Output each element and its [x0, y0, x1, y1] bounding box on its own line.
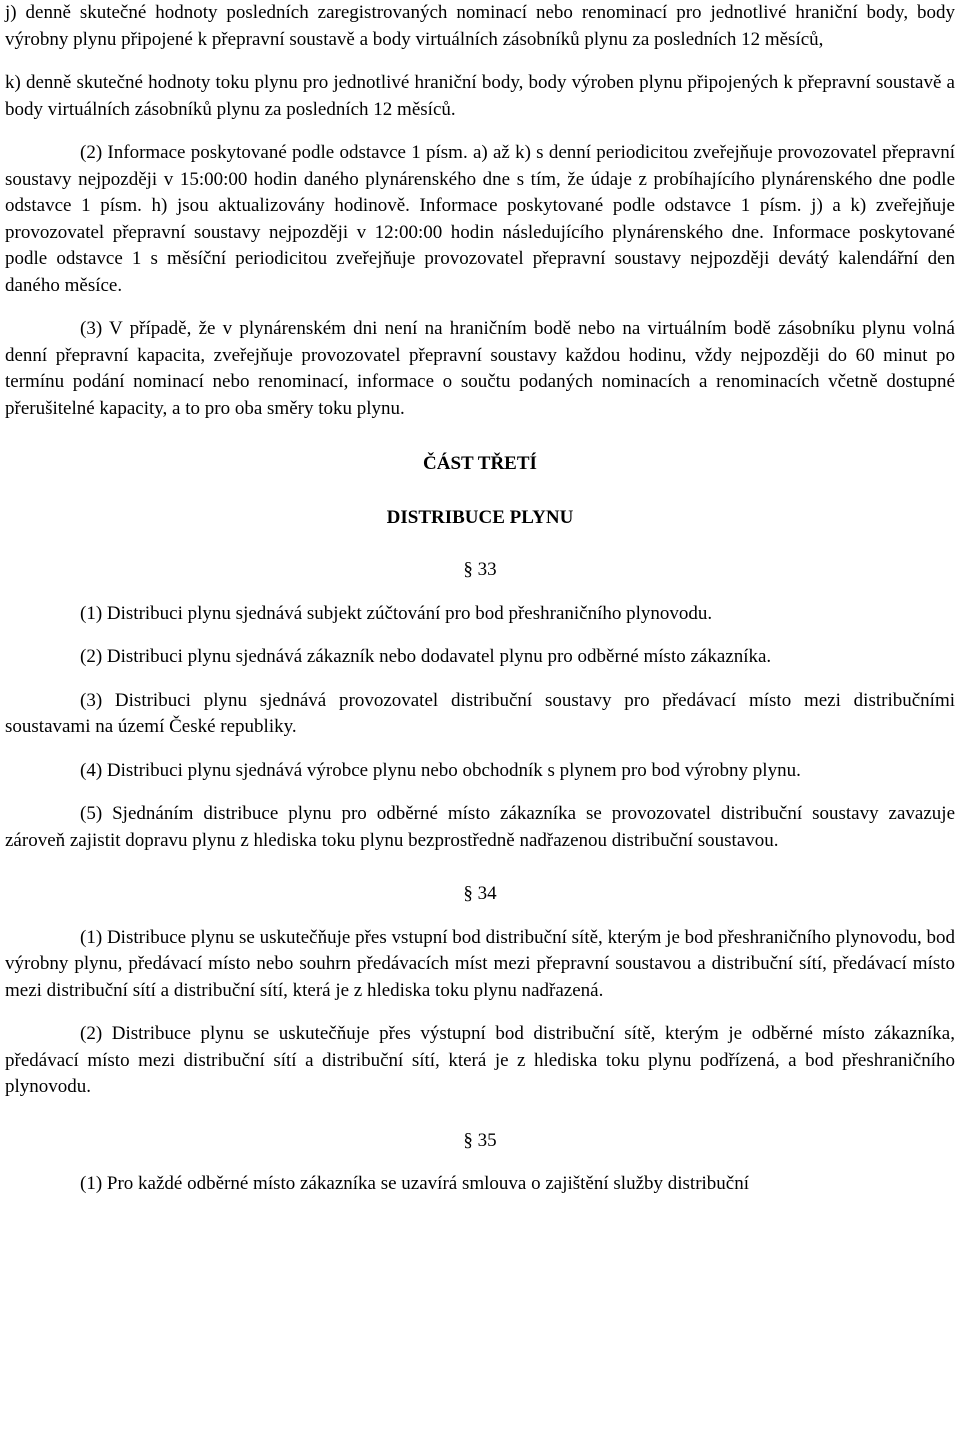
- part-title: ČÁST TŘETÍ: [423, 453, 537, 474]
- section-35-heading: § 35: [463, 1129, 497, 1151]
- paragraph-2: (2) Informace poskytované podle odstavce 1 písm. a) až k) s denní periodicitou zveřejňuje provozovatel přepravní soustavy nejpozději v 15:00:00 hodin daného plynárenského dne s tím, že údaje z probíhajícího plynárenského dne podle odstavce 1 písm. h) jsou aktualizovány hodinově. Informace poskytované podle odstavce 1 písm. j) a k) zveřejňuje provozovatel přepravní soustavy nejpozději v 12:00:00 hodin následujícího plynárenského dne. Informace poskytované podle odstavce 1 s měsíční periodicitou zveřejňuje provozovatel přepravní soustavy nejpozději devátý kalendářní den daného měsíce.: [5, 142, 955, 296]
- section-34-paragraph-2: (2) Distribuce plynu se uskutečňuje přes výstupní bod distribuční sítě, kterým je odběrné místo zákazníka, předávací místo mezi distribuční sítí a distribuční sítí, která je z hlediska toku plynu podřízená, a bod přeshraničního plynovodu.: [5, 1023, 955, 1097]
- section-34-paragraph-1: (1) Distribuce plynu se uskutečňuje přes vstupní bod distribuční sítě, kterým je bod přeshraničního plynovodu, bod výrobny plynu, předávací místo nebo souhrn předávacích míst mezi přepravní soustavou a distribuční sítí, předávací místo mezi distribuční sítí a distribuční sítí, která je z hlediska toku plynu nadřazená.: [5, 926, 955, 1001]
- section-33-paragraph-3: (3) Distribuci plynu sjednává provozovatel distribuční soustavy pro předávací místo mezi distribučními soustavami na území České republiky.: [5, 689, 955, 737]
- paragraph-3: (3) V případě, že v plynárenském dni není na hraničním bodě nebo na virtuálním bodě zásobníku plynu volná denní přepravní kapacita, zveřejňuje provozovatel přepravní soustavy každou hodinu, vždy nejpozději do 60 minut po termínu podání nominací nebo renominací, informace o součtu podaných nominacích a renominacích včetně dostupné přerušitelné kapacity, a to pro oba směry toku plynu.: [5, 318, 955, 419]
- section-34-heading: § 34: [463, 883, 497, 904]
- section-33-paragraph-5: (5) Sjednáním distribuce plynu pro odběrné místo zákazníka se provozovatel distribuční soustavy zavazuje zároveň zajistit dopravu plynu z hlediska toku plynu bezprostředně nadřazenou distribuční soustavou.: [5, 803, 955, 851]
- list-item-k: k) denně skutečné hodnoty toku plynu pro jednotlivé hraniční body, body výroben plynu připojených k přepravní soustavě a body virtuálních zásobníků plynu za posledních 12 měsíců.: [5, 72, 955, 120]
- document-page: [5, 0, 955, 1198]
- list-item-j: j) denně skutečné hodnoty posledních zaregistrovaných nominací nebo renominací pro jednotlivé hraniční body, body výrobny plynu připojené k přepravní soustavě a body virtuálních zásobníků plynu za posledních 12 měsíců,: [5, 2, 955, 50]
- part-subtitle: DISTRIBUCE PLYNU: [386, 506, 574, 528]
- section-33-heading: § 33: [463, 559, 497, 580]
- section-33-paragraph-4: (4) Distribuci plynu sjednává výrobce plynu nebo obchodník s plynem pro bod výrobny plynu.: [80, 759, 801, 781]
- section-35-paragraph-1: (1) Pro každé odběrné místo zákazníka se uzavírá smlouva o zajištění služby distribuční: [80, 1173, 750, 1194]
- section-33-paragraph-1: (1) Distribuci plynu sjednává subjekt zúčtování pro bod přeshraničního plynovodu.: [80, 602, 713, 624]
- section-33-paragraph-2: (2) Distribuci plynu sjednává zákazník nebo dodavatel plynu pro odběrné místo zákazníka.: [80, 646, 772, 667]
